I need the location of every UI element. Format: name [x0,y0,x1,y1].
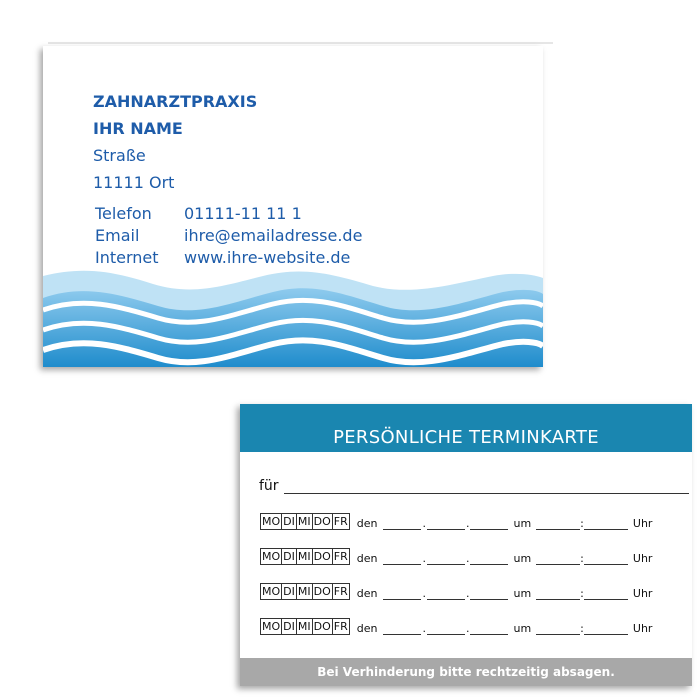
year-blank [470,622,508,635]
day-box: MI [297,585,311,598]
day-box: FR [333,585,348,598]
contact-label: Email [95,226,140,245]
dot: . [465,552,470,565]
top-divider [48,42,553,44]
year-blank [470,517,508,530]
dot: . [422,587,426,600]
den-label: den [356,622,378,635]
um-label: um [513,622,532,635]
contact-label: Telefon [95,204,152,223]
street-address: Straße [93,146,146,165]
day-box: DO [313,550,331,563]
cancellation-note: Bei Verhinderung bitte rechtzeitig absagen. [240,658,692,686]
dot: . [422,517,426,530]
owner-name: IHR NAME [93,119,183,138]
contact-phone [95,203,362,225]
appointment-card-back [240,404,692,686]
month-blank [427,622,465,635]
for-row [259,474,689,494]
day-box: DI [283,550,295,563]
day-box: FR [333,620,348,633]
day-box: DI [283,620,295,633]
weekday-boxes [260,618,349,635]
contact-value: ihre@emailadresse.de [184,226,363,245]
contact-value: www.ihre-website.de [184,248,351,267]
day-blank [383,622,421,635]
contact-label: Internet [95,248,159,267]
day-box: MI [297,515,311,528]
um-label: um [513,552,532,565]
colon: : [580,622,584,635]
minute-blank [584,622,628,635]
dot: . [465,517,470,530]
year-blank [470,552,508,565]
minute-blank [584,517,628,530]
appointment-row [260,615,688,635]
dot: . [422,622,426,635]
hour-blank [536,587,580,600]
day-box: DO [313,585,331,598]
dot: . [465,622,470,635]
day-box: MO [262,620,281,633]
den-label: den [356,587,378,600]
day-box: FR [333,515,348,528]
day-box: FR [333,550,348,563]
appointment-row [260,510,688,530]
hour-blank [536,517,580,530]
contact-value: 01111-11 11 1 [184,204,302,223]
hour-blank [536,622,580,635]
weekday-boxes [260,548,349,565]
dot: . [422,552,426,565]
weekday-boxes [260,583,349,600]
month-blank [427,587,465,600]
uhr-label: Uhr [632,517,653,530]
day-box: MI [297,620,311,633]
for-line [284,479,689,494]
day-blank [383,587,421,600]
for-label: für [259,478,279,494]
uhr-label: Uhr [632,552,653,565]
day-blank [383,517,421,530]
colon: : [580,517,584,530]
day-box: DI [283,585,295,598]
dot: . [465,587,470,600]
month-blank [427,552,465,565]
appointment-row [260,580,688,600]
blue-waves-icon [43,266,543,367]
day-box: DI [283,515,295,528]
city-address: 11111 Ort [93,173,175,192]
den-label: den [356,517,378,530]
day-box: MI [297,550,311,563]
um-label: um [513,517,532,530]
uhr-label: Uhr [632,587,653,600]
day-box: MO [262,585,281,598]
day-box: MO [262,515,281,528]
appointment-row [260,545,688,565]
day-box: MO [262,550,281,563]
day-box: DO [313,620,331,633]
contact-email [95,225,362,247]
practice-title: ZAHNARZTPRAXIS [93,92,258,111]
weekday-boxes [260,513,349,530]
um-label: um [513,587,532,600]
colon: : [580,552,584,565]
colon: : [580,587,584,600]
year-blank [470,587,508,600]
minute-blank [584,587,628,600]
month-blank [427,517,465,530]
minute-blank [584,552,628,565]
den-label: den [356,552,378,565]
day-blank [383,552,421,565]
uhr-label: Uhr [632,622,653,635]
contact-block [95,203,362,269]
card-title: PERSÖNLICHE TERMINKARTE [240,404,692,452]
business-card-front [43,46,543,367]
day-box: DO [313,515,331,528]
hour-blank [536,552,580,565]
